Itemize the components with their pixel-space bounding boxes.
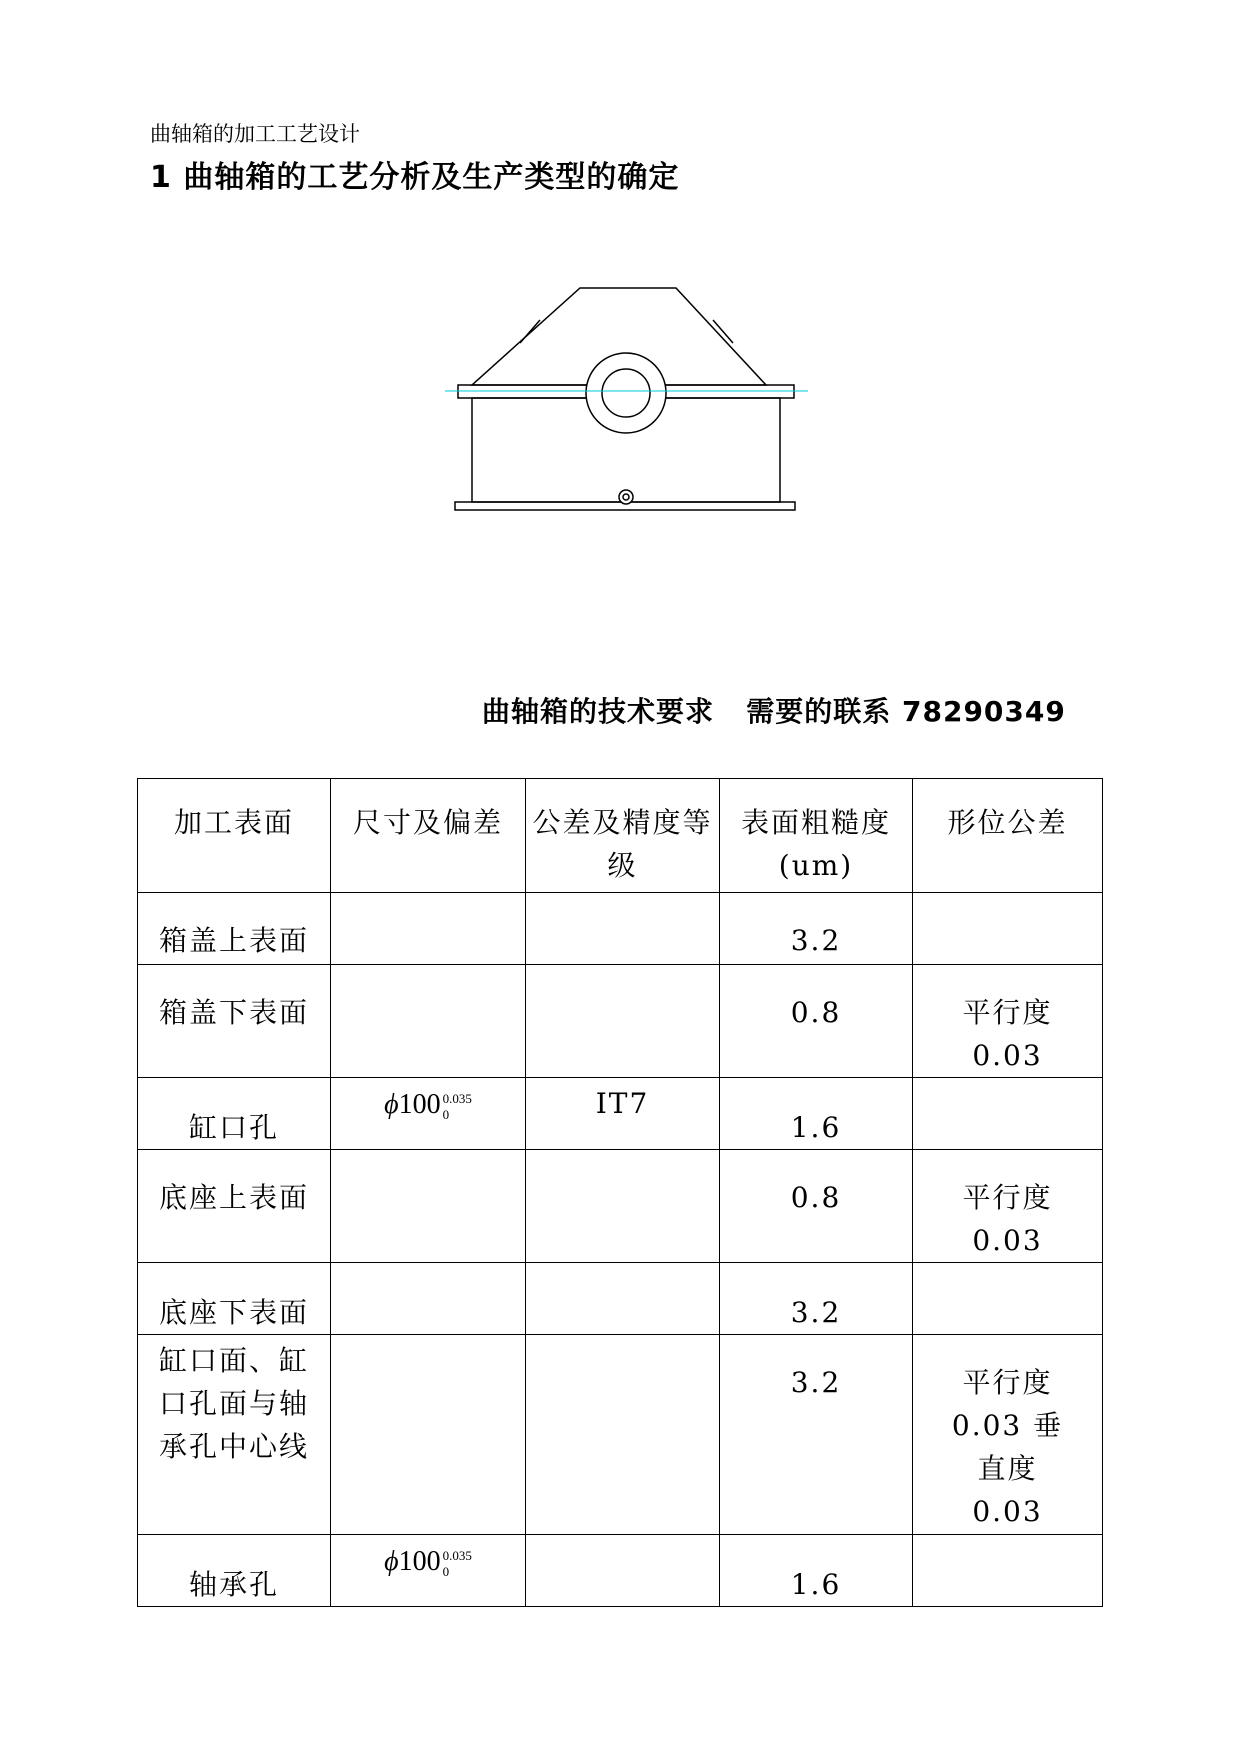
section-heading: 1 曲轴箱的工艺分析及生产类型的确定	[150, 160, 680, 195]
header-surface: 加工表面	[138, 779, 331, 893]
cell-form	[913, 893, 1103, 965]
cell-size	[331, 1078, 526, 1150]
cell-grade	[526, 1150, 720, 1263]
cell-roughness: 0.8	[720, 1150, 913, 1263]
table-row	[138, 1078, 1103, 1150]
dimension-value: 100	[398, 1089, 441, 1120]
cell-size	[331, 893, 526, 965]
cell-surface: 底座下表面	[138, 1263, 331, 1335]
document-subtitle: 曲轴箱的加工工艺设计	[150, 122, 360, 146]
cell-grade	[526, 1263, 720, 1335]
cell-form: 平行度 0.03	[913, 965, 1103, 1078]
cell-roughness: 3.2	[720, 893, 913, 965]
dimension-value: 100	[398, 1546, 441, 1577]
cell-grade: IT7	[526, 1078, 720, 1150]
upper-deviation: 0.035	[442, 1090, 472, 1106]
diameter-dimension	[384, 1546, 472, 1577]
header-roughness: 表面粗糙度(um)	[720, 779, 913, 893]
table-row	[138, 1150, 1103, 1263]
cell-surface: 缸口面、缸口孔面与轴承孔中心线	[138, 1335, 331, 1535]
cell-size	[331, 965, 526, 1078]
table-row	[138, 1335, 1103, 1535]
header-size: 尺寸及偏差	[331, 779, 526, 893]
table-caption: 曲轴箱的技术要求 需要的联系 78290349	[482, 695, 1066, 728]
table-row	[138, 893, 1103, 965]
header-form: 形位公差	[913, 779, 1103, 893]
cell-surface: 缸口孔	[138, 1078, 331, 1150]
cell-surface: 箱盖下表面	[138, 965, 331, 1078]
table-row	[138, 965, 1103, 1078]
cell-roughness: 3.2	[720, 1335, 913, 1535]
table-row	[138, 1263, 1103, 1335]
cell-surface: 箱盖上表面	[138, 893, 331, 965]
cell-roughness: 1.6	[720, 1078, 913, 1150]
cell-size	[331, 1263, 526, 1335]
cell-surface: 轴承孔	[138, 1535, 331, 1607]
cell-form	[913, 1535, 1103, 1607]
cell-form	[913, 1263, 1103, 1335]
header-grade: 公差及精度等级	[526, 779, 720, 893]
cell-roughness: 0.8	[720, 965, 913, 1078]
requirements-table	[137, 778, 1103, 1607]
diameter-symbol: ϕ	[384, 1089, 399, 1120]
lower-deviation: 0	[442, 1563, 450, 1579]
cell-roughness: 3.2	[720, 1263, 913, 1335]
crankcase-drawing	[420, 270, 820, 520]
cell-grade	[526, 1335, 720, 1535]
cell-form	[913, 1078, 1103, 1150]
cell-size	[331, 1150, 526, 1263]
diameter-symbol: ϕ	[384, 1546, 399, 1577]
cell-form: 平行度 0.03	[913, 1150, 1103, 1263]
diameter-dimension	[384, 1089, 472, 1120]
cell-size	[331, 1335, 526, 1535]
upper-deviation: 0.035	[442, 1547, 472, 1563]
cell-grade	[526, 965, 720, 1078]
cell-size	[331, 1535, 526, 1607]
cell-grade	[526, 1535, 720, 1607]
cell-roughness: 1.6	[720, 1535, 913, 1607]
lower-deviation: 0	[442, 1106, 450, 1122]
cell-surface: 底座上表面	[138, 1150, 331, 1263]
cell-form: 平行度 0.03 垂直度 0.03	[913, 1335, 1103, 1535]
cell-grade	[526, 893, 720, 965]
table-header-row	[138, 779, 1103, 893]
table-row	[138, 1535, 1103, 1607]
